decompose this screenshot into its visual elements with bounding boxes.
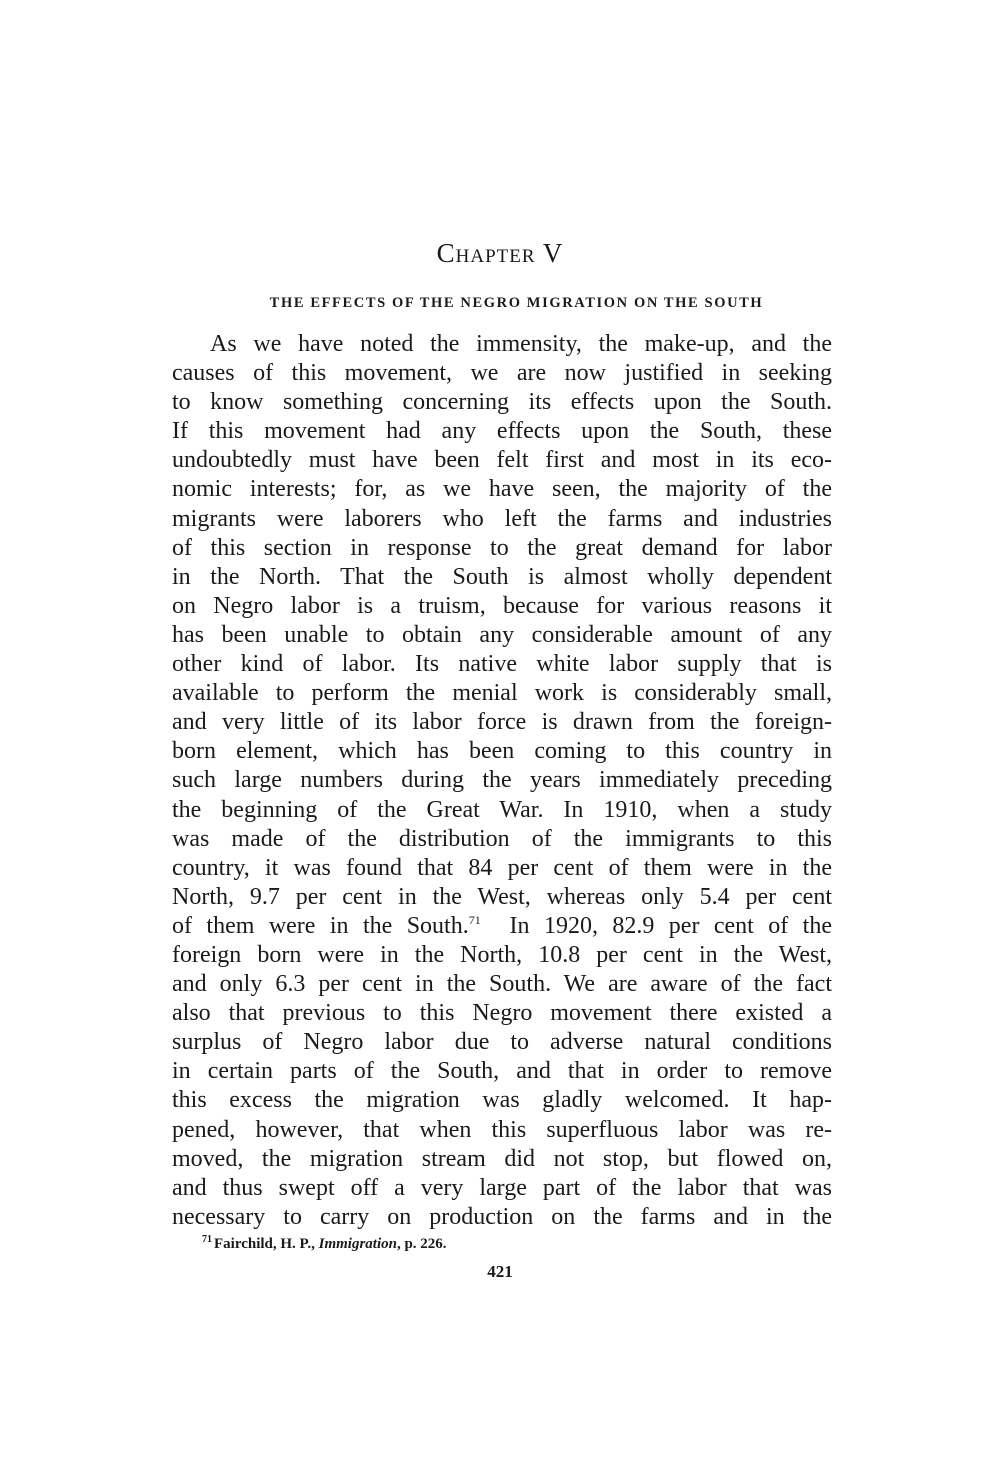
text-line: foreign born were in the North, 10.8 per cent in the West, bbox=[172, 941, 832, 968]
text-line: and very little of its labor force is drawn from the foreign- bbox=[172, 709, 832, 736]
text-line: and thus swept off a very large part of the labor that was bbox=[172, 1174, 832, 1201]
text-line: the beginning of the Great War. In 1910, when a study bbox=[172, 796, 832, 823]
text-line: this excess the migration was gladly welcomed. It hap- bbox=[172, 1087, 832, 1114]
text-line-with-footnote-ref bbox=[172, 912, 832, 941]
chapter-heading: Chapter V bbox=[436, 238, 564, 268]
text-line: has been unable to obtain any considerable amount of any bbox=[172, 621, 832, 648]
text-line: such large numbers during the years immediately preceding bbox=[172, 767, 832, 794]
text-segment: of them were in the South. bbox=[172, 912, 469, 939]
text-line: As we have noted the immensity, the make-up, and the bbox=[210, 331, 832, 357]
text-line: surplus of Negro labor due to adverse natural conditions bbox=[172, 1029, 832, 1056]
text-line: undoubtedly must have been felt first and most in its eco- bbox=[172, 447, 832, 474]
text-line: was made of the distribution of the immigrants to this bbox=[172, 825, 832, 852]
text-line: nomic interests; for, as we have seen, the majority of the bbox=[172, 476, 832, 503]
body-paragraph bbox=[172, 330, 832, 1232]
text-line: causes of this movement, we are now justified in seeking bbox=[172, 360, 832, 387]
text-line: in the North. That the South is almost wholly dependent bbox=[172, 563, 832, 590]
text-line: born element, which has been coming to this country in bbox=[172, 738, 832, 765]
chapter-title: THE EFFECTS OF THE NEGRO MIGRATION ON THE SOUTH bbox=[269, 295, 764, 311]
text-line: available to perform the menial work is considerably small, bbox=[172, 680, 832, 707]
text-line: in certain parts of the South, and that in order to remove bbox=[172, 1058, 832, 1085]
text-line: country, it was found that 84 per cent of them were in the bbox=[172, 854, 832, 881]
text-line: to know something concerning its effects upon the South. bbox=[172, 389, 832, 416]
text-line: and only 6.3 per cent in the South. We are aware of the fact bbox=[172, 971, 832, 998]
footnote-page: , p. 226. bbox=[396, 1236, 447, 1252]
text-line: moved, the migration stream did not stop, but flowed on, bbox=[172, 1145, 832, 1172]
text-line: If this movement had any effects upon the South, these bbox=[172, 418, 832, 445]
page-number: 421 bbox=[487, 1262, 513, 1281]
footnote-work-title: Immigration bbox=[318, 1236, 397, 1252]
footnote-mark: 71 bbox=[202, 1234, 212, 1245]
text-line: of this section in response to the great demand for labor bbox=[172, 534, 832, 561]
text-line: North, 9.7 per cent in the West, whereas only 5.4 per cent bbox=[172, 883, 832, 910]
text-line: other kind of labor. Its native white labor supply that is bbox=[172, 651, 832, 678]
footnote bbox=[202, 1236, 447, 1253]
text-line: on Negro labor is a truism, because for various reasons it bbox=[172, 592, 832, 619]
footnote-reference: 71 bbox=[468, 912, 481, 927]
text-line: also that previous to this Negro movement there existed a bbox=[172, 1000, 832, 1027]
text-line: migrants were laborers who left the farms and industries bbox=[172, 505, 832, 532]
text-line: necessary to carry on production on the farms and in the bbox=[172, 1203, 832, 1230]
text-segment: In 1920, 82.9 per cent of the bbox=[480, 912, 832, 939]
text-line: pened, however, that when this superfluous labor was re- bbox=[172, 1116, 832, 1143]
footnote-author: Fairchild, H. P., bbox=[214, 1236, 319, 1252]
